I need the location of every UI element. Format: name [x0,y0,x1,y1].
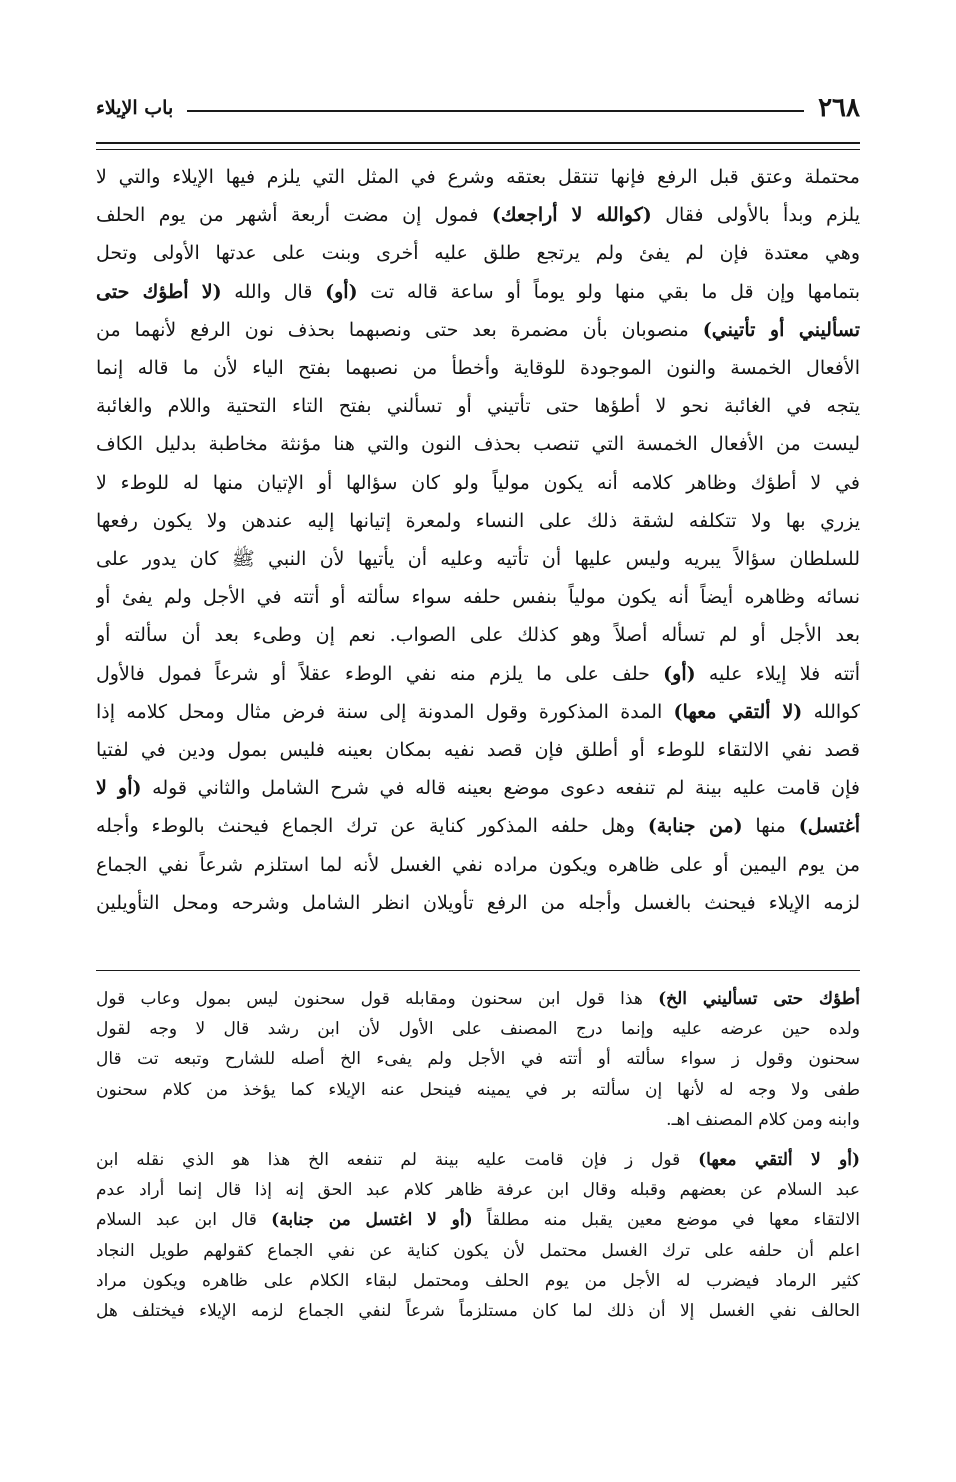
running-header [96,82,860,134]
text-segment: وابنه ومن كلام المصنف اهـ. [666,1109,860,1130]
text-line [96,769,860,807]
text-segment: المدة المذكورة وقول المدونة إلى سنة فرض مثال ومحل كلامه إذا [96,700,674,723]
matn-quote: (أو) [325,280,358,303]
text-segment: قول ز فإن قامت عليه بينة لم تنفعه الخ هذا هو الذي نقله ابن [96,1150,699,1171]
main-text [96,158,860,922]
text-segment: قصد نفي الالتقاء للوطء أو أطلق فإن قصد نفيه بمكان بعينه فليس بمول ودين في لفتيا [96,739,860,762]
text-line [96,616,860,654]
text-line [96,655,860,693]
text-line [96,1105,860,1135]
matn-quote: أغتسل) [798,815,860,838]
text-segment: لزمه الإيلاء فيحنث بالغسل وأجله من الرفع تأويلان انظر الشامل وشرحه ومحل التأويلين [96,891,860,914]
text-segment: فمول إن مضت أربعة أشهر من يوم الحلف [96,204,492,227]
text-segment: نسائه وظاهره أيضاً أنه يكون مولياً بنفس حلفه سواء سألته أو أتته في الأجل ولم يفئ أو [96,586,860,609]
text-segment: يزري بها ولا تتكلفه لشقة ذلك على النساء ولمعرة إتيانها إليه عندهن ولا يكون رفعها [96,509,860,532]
text-line [96,846,860,884]
text-segment: يلزم وبدأ بالأولى فقال [651,204,860,227]
text-segment: كثير الرماد فيضرب له الأجل من يوم الحلف ومحتمل لبقاء الكلام على ظاهره ويكون مراد [96,1270,860,1291]
text-line [96,273,860,311]
matn-quote: (أو لا ألتقي معها) [698,1150,860,1171]
text-line [96,540,860,578]
text-line [96,502,860,540]
text-line [96,1296,860,1326]
text-segment: فإن قامت عليه بينة لم تنفعه دعوى موضع بعينه قاله في شرح الشامل والثاني قوله [141,777,860,800]
text-line [96,731,860,769]
text-line [96,693,860,731]
text-segment: بعد الأجل أو لم تسأله أصلاً وهو كذلك على الصواب. نعم إن وطىء بعد أن سألته أو [96,624,860,647]
text-line [96,158,860,196]
text-segment: كوالله [802,700,860,723]
matn-quote: (من جنابة) [647,815,743,838]
text-segment: ولده حين عرضه عليه وإنما درج المصنف على الأول لأن ابن رشد قال لا وجه لقول [96,1019,860,1040]
footnote [96,984,860,1135]
page-number: ٢٦٨ [818,93,860,123]
chapter-title: باب الإيلاء [96,97,174,119]
text-segment: الالتقاء معها في موضع معين يقبل منه مطلقاً [472,1210,860,1231]
text-line [96,349,860,387]
text-line [96,1175,860,1205]
text-line [96,807,860,845]
text-segment: اعلم أن حلفه على ترك الغسل محتمل لأن يكون كناية عن نفي الجماع كقولهم طويل النجاد [96,1240,860,1261]
text-segment: في لا أطؤك وظاهر كلامه أنه يكون مولياً ولو كان سؤالها أو الإتيان منها له للوطء لا [96,471,860,494]
text-line [96,1145,860,1175]
text-line [96,1044,860,1074]
text-line [96,578,860,616]
matn-quote: (أو) [663,662,696,685]
text-segment: من يوم اليمين أو على ظاهره ويكون مراده نفي الغسل لأنه لما استلزم شرعاً نفي الجماع [96,853,860,876]
matn-quote: (أو لا اغتسل من جنابة) [271,1210,473,1231]
footnote-separator [96,970,860,971]
text-line [96,1075,860,1105]
text-line [96,1014,860,1044]
text-segment: حلف على ما يلزم منه نفي الوطء عقلاً أو شرعاً فمول فالأول [96,662,664,685]
text-line [96,984,860,1014]
header-double-rule [96,142,860,150]
matn-quote: (أو لا [96,777,142,800]
footnote [96,1145,860,1326]
text-segment: سحنون وقول ز سواء سألته أو أتته في الأجل ولم يفىء الخ أصله للشارح وتبعه تت قال [96,1049,860,1070]
text-segment: الأفعال الخمسة والنون الموجودة للوقاية وأخطأ من نصبهما بفتح الياء لأن ما قاله إنما [96,357,860,380]
text-segment: طفى ولا وجه له لأنها إن سألته بر في يمينه فينحل عنه الإيلاء كما يؤخذ من كلام سحنون [96,1079,860,1100]
text-segment: قال والله [221,280,326,303]
text-line [96,1236,860,1266]
text-segment: الحالف نفي الغسل إلا أن ذلك لما كان مستلزماً شرعاً لنفي الجماع لزمه الإيلاء فيختلف هل [96,1301,860,1322]
matn-quote: (لا أطؤك حتى [96,280,222,303]
text-line [96,884,860,922]
text-line [96,1266,860,1296]
matn-quote: (لا ألتقي معها) [673,700,803,723]
text-segment: للسلطان سؤالاً يبريه وليس عليها أن تأتيه وعليه أن يأتيها لأن النبي ﷺ كان يدور على [96,548,860,571]
text-segment: وهي معتدة فإن لم يفئ ولم يرتجع طلق عليه أخرى وبنت على عدتها الأولى وتحل [96,242,860,265]
text-line [96,1205,860,1235]
text-line [96,425,860,463]
text-line [96,311,860,349]
text-segment: هذا قول ابن سحنون ومقابله قول سحنون ليس بمول وعاب قول [96,989,659,1009]
text-segment: محتملة وعتق قبل الرفع فإنها تنتقل بعتقه وشرع في المثل التي يلزم فيها الإيلاء والتي لا [96,166,860,188]
matn-quote: تسأليني أو تأتيني) [702,318,860,341]
text-segment: منها [742,815,799,838]
footnotes [96,984,860,1336]
text-line [96,234,860,272]
text-segment: منصوبان بأن مضمرة بعد حتى ونصبهما بحذف نون الرفع لأنهما من [96,318,703,341]
text-segment: ليست من الأفعال الخمسة التي تنصب بحذف النون والتي هنا مؤنثة مخاطبة بدليل الكاف [96,433,860,456]
text-segment: عبد السلام عن بعضهم وقبله وقال ابن عرفة ظاهر كلام عبد الحق إنه إذا قال إنما أراد عدم [96,1180,860,1201]
text-segment: وهل حلفه المذكور كناية عن ترك الجماع فيحنث بالوطء وأجله [96,815,648,838]
text-segment: قال ابن عبد السلام [96,1210,272,1231]
text-segment: أتته فلا إيلاء عليه [695,662,860,685]
text-line [96,196,860,234]
matn-quote: أطؤك حتى تسأليني الخ) [658,989,860,1009]
text-segment: بتمامها وإن قل ما بقي منها ولو يوماً أو ساعة قاله تت [357,280,860,303]
text-line [96,387,860,425]
text-line [96,464,860,502]
header-rule [187,110,804,112]
matn-quote: (كوالله لا أراجعك) [491,204,652,227]
text-segment: يتجه في الغائبة نحو لا أطؤها حتى تأتيني أو تسألني بفتح التاء التحتية واللام والغائبة [96,395,860,418]
